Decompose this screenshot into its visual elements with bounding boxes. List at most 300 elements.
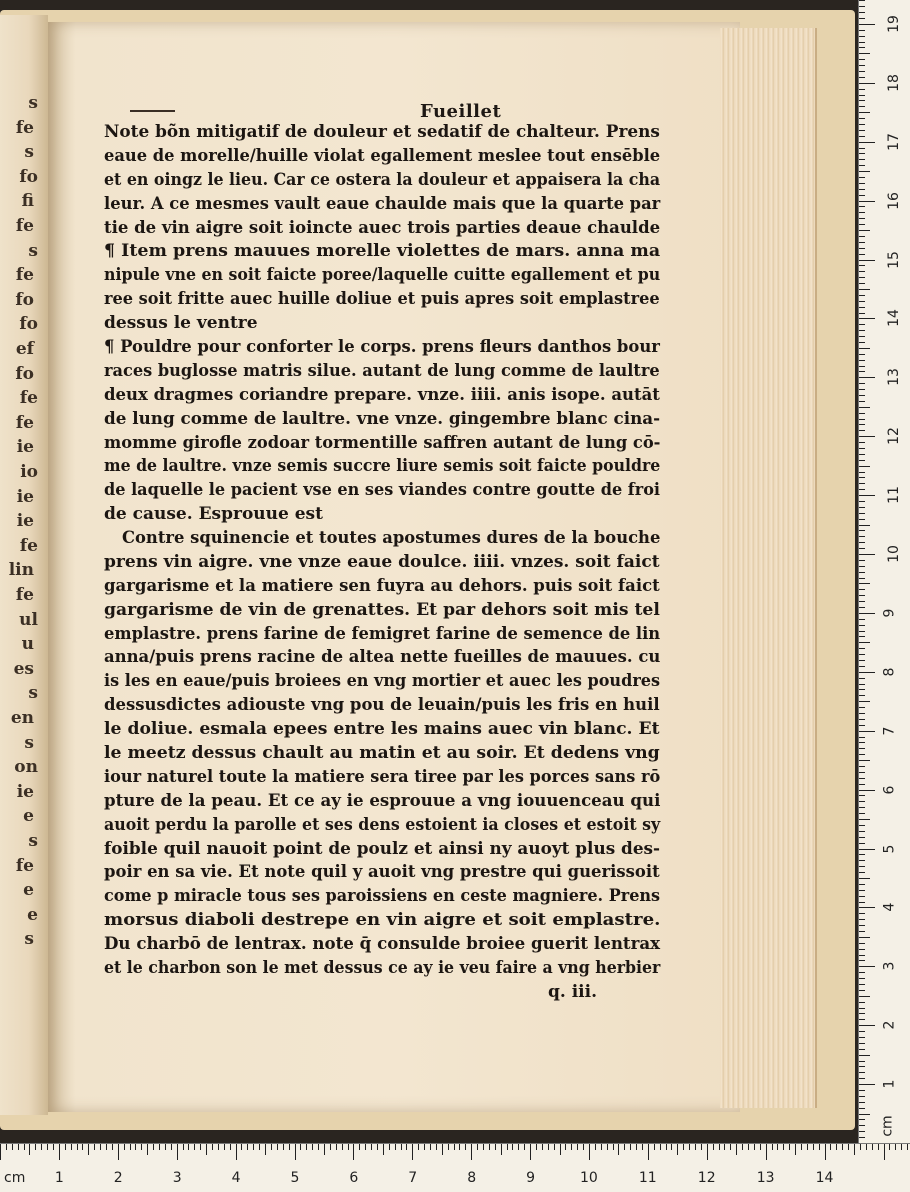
ruler-tick [859, 377, 875, 378]
ruler-tick [671, 1144, 672, 1150]
horizontal-ruler-label: 13 [756, 1170, 775, 1186]
text-line: de laquelle le pacient vse en ses viandes contre goutte de froi [104, 480, 661, 501]
ruler-tick [224, 1144, 225, 1150]
ruler-tick [859, 159, 865, 160]
ruler-tick [859, 142, 875, 143]
ruler-tick [859, 47, 865, 48]
ruler-tick [859, 354, 865, 355]
ruler-tick [65, 1144, 66, 1150]
ruler-tick [295, 1144, 296, 1160]
ruler-tick [859, 1043, 865, 1044]
left-page-fragment: e [27, 904, 38, 925]
text-line: foible quil nauoit point de poulz et ainsi ny auoyt plus des- [104, 838, 661, 859]
vertical-ruler-unit: cm [879, 1115, 896, 1137]
ruler-tick [59, 1144, 60, 1160]
left-page-fragment: s [28, 93, 38, 113]
ruler-tick [859, 554, 875, 555]
ruler-tick [807, 1144, 808, 1150]
text-line: pture de la peau. Et ce ay ie esprouue a vng iouuenceau qui [104, 790, 661, 811]
ruler-tick [512, 1144, 513, 1150]
ruler-tick [859, 118, 865, 119]
text-line: gargarisme de vin de grenattes. Et par dehors soit mis tel [104, 599, 660, 620]
ruler-tick [171, 1144, 172, 1150]
left-page-fragment: fi [21, 191, 34, 212]
ruler-tick [859, 0, 865, 1]
ruler-tick [889, 1144, 890, 1150]
left-page-fragment: ie [16, 486, 34, 507]
ruler-tick [859, 395, 865, 396]
ruler-tick [147, 1144, 148, 1155]
ruler-tick [783, 1144, 784, 1150]
ruler-tick [630, 1144, 631, 1150]
left-page [0, 15, 48, 1115]
ruler-tick [859, 1002, 865, 1003]
ruler-tick [577, 1144, 578, 1150]
left-page-fragment: fe [19, 388, 38, 409]
ruler-tick [660, 1144, 661, 1150]
vertical-ruler-label: 8 [881, 667, 898, 677]
ruler-tick [359, 1144, 360, 1150]
ruler-tick [859, 1025, 875, 1026]
ruler-tick [560, 1144, 561, 1155]
ruler-tick [424, 1144, 425, 1150]
left-page-fragment: ie [16, 437, 34, 458]
ruler-tick [241, 1144, 242, 1150]
running-head: Fueillet [420, 101, 502, 122]
ruler-tick [859, 477, 865, 478]
text-line: ¶ Item prens mauues morelle violettes de mars. anna ma [104, 241, 661, 262]
ruler-tick [907, 1144, 908, 1150]
left-page-fragment: fo [15, 289, 34, 310]
ruler-tick [336, 1144, 337, 1150]
ruler-tick [300, 1144, 301, 1150]
ruler-tick [859, 907, 875, 908]
ruler-tick [859, 507, 865, 508]
ruler-tick [859, 896, 865, 897]
ruler-tick [471, 1144, 472, 1160]
ruler-tick [859, 318, 875, 319]
ruler-tick [859, 678, 865, 679]
ruler-tick [859, 401, 865, 402]
ruler-tick [859, 525, 870, 526]
text-line: nipule vne en soit faicte poree/laquelle cuitte egallement et pu [104, 265, 661, 286]
text-line: anna/puis prens racine de altea nette fueilles de mauues. cu [104, 647, 661, 668]
ruler-tick [859, 601, 865, 602]
ruler-tick [859, 195, 865, 196]
ruler-tick [859, 642, 870, 643]
ruler-tick [859, 778, 865, 779]
ruler-tick [318, 1144, 319, 1150]
ruler-tick [859, 495, 875, 496]
left-page-fragment: s [24, 732, 34, 753]
ruler-tick [748, 1144, 749, 1150]
ruler-tick [277, 1144, 278, 1150]
ruler-tick [371, 1144, 372, 1150]
ruler-tick [736, 1144, 737, 1155]
ruler-tick [389, 1144, 390, 1150]
ruler-tick [548, 1144, 549, 1150]
ruler-tick [859, 148, 865, 149]
ruler-tick [859, 106, 865, 107]
horizontal-ruler-label: 3 [172, 1170, 182, 1186]
text-line: come p miracle tous ses paroissiens en ceste magniere. Prens [104, 886, 661, 907]
ruler-tick [859, 931, 865, 932]
text-line: et le charbon son le met dessus ce ay ie veu faire a vng herbier [104, 958, 661, 978]
left-page-fragment: lin [8, 560, 34, 581]
ruler-tick [859, 1096, 865, 1097]
ruler-tick [542, 1144, 543, 1150]
text-line: Du charbō de lentrax. note q̄ consulde broiee guerit lentrax [104, 934, 661, 955]
ruler-tick [859, 754, 865, 755]
page-edges [720, 28, 817, 1108]
ruler-tick [859, 925, 865, 926]
vertical-ruler-label: 3 [881, 961, 898, 971]
vertical-ruler-label: 5 [881, 844, 898, 853]
ruler-tick [859, 283, 865, 284]
ruler-tick [859, 636, 865, 637]
ruler-tick [859, 460, 865, 461]
text-line: ree soit fritte auec huille doliue et puis apres soit emplastree [104, 289, 660, 310]
ruler-tick [618, 1144, 619, 1155]
vertical-ruler-label: 9 [881, 608, 898, 618]
vertical-ruler-label: 6 [881, 785, 898, 795]
ruler-tick [859, 248, 865, 249]
ruler-tick [859, 583, 870, 584]
ruler-tick [859, 430, 865, 431]
ruler-tick [859, 89, 865, 90]
ruler-tick [859, 271, 865, 272]
horizontal-ruler-label: 6 [349, 1170, 359, 1186]
ruler-tick [859, 742, 865, 743]
ruler-tick [395, 1144, 396, 1150]
ruler-tick [859, 424, 865, 425]
ruler-tick [230, 1144, 231, 1150]
ruler-tick [859, 30, 865, 31]
ruler-tick [859, 689, 865, 690]
ruler-tick [571, 1144, 572, 1150]
ruler-tick [713, 1144, 714, 1150]
ruler-tick [859, 542, 865, 543]
ruler-tick [306, 1144, 307, 1150]
ruler-tick [859, 996, 870, 997]
ruler-tick [0, 1144, 1, 1160]
ruler-tick [283, 1144, 284, 1150]
ruler-tick [819, 1144, 820, 1150]
ruler-tick [859, 206, 865, 207]
ruler-tick [859, 448, 865, 449]
ruler-tick [859, 489, 865, 490]
ruler-tick [859, 666, 865, 667]
ruler-tick [859, 1019, 865, 1020]
text-line: Contre squinencie et toutes apostumes dures de la bouche [122, 528, 661, 549]
ruler-tick [589, 1144, 590, 1160]
ruler-tick [766, 1144, 767, 1160]
ruler-tick [859, 913, 865, 914]
ruler-tick [859, 360, 865, 361]
left-page-fragment: fe [15, 117, 34, 138]
ruler-tick [859, 165, 865, 166]
text-line: leur. A ce mesmes vault eaue chaulde mais que la quarte par [104, 193, 661, 214]
left-page-fragment: s [24, 142, 34, 163]
ruler-tick [324, 1144, 325, 1155]
ruler-tick [859, 737, 865, 738]
ruler-tick [866, 1144, 867, 1150]
ruler-tick [666, 1144, 667, 1150]
ruler-tick [859, 837, 865, 838]
ruler-tick [859, 813, 865, 814]
ruler-tick [701, 1144, 702, 1150]
ruler-tick [565, 1144, 566, 1150]
ruler-tick [859, 342, 865, 343]
ruler-tick [859, 189, 865, 190]
ruler-tick [859, 766, 865, 767]
text-line: le meetz dessus chault au matin et au soir. Et dedens vng [104, 743, 660, 764]
ruler-tick [859, 660, 865, 661]
text-line: ¶ Pouldre pour conforter le corps. prens fleurs danthos bour [104, 336, 660, 357]
ruler-tick [859, 1102, 865, 1103]
ruler-tick [595, 1144, 596, 1150]
ruler-tick [859, 872, 865, 873]
ruler-tick [312, 1144, 313, 1150]
vertical-ruler-label: 13 [885, 368, 902, 387]
ruler-tick [342, 1144, 343, 1150]
ruler-tick [613, 1144, 614, 1150]
ruler-tick [554, 1144, 555, 1150]
ruler-tick [859, 937, 870, 938]
ruler-tick [859, 100, 865, 101]
ruler-tick [418, 1144, 419, 1150]
ruler-tick [177, 1144, 178, 1160]
ruler-tick [777, 1144, 778, 1150]
ruler-tick [88, 1144, 89, 1155]
ruler-tick [859, 795, 865, 796]
ruler-tick [789, 1144, 790, 1150]
ruler-tick [689, 1144, 690, 1150]
left-page-fragment: fo [19, 314, 38, 335]
ruler-tick [194, 1144, 195, 1150]
ruler-tick [859, 878, 870, 879]
ruler-tick [859, 212, 865, 213]
horizontal-ruler-label: 1 [54, 1170, 64, 1186]
ruler-tick [265, 1144, 266, 1155]
ruler-tick [530, 1144, 531, 1160]
ruler-tick [253, 1144, 254, 1150]
ruler-tick [859, 984, 865, 985]
left-page-fragment: fo [19, 166, 38, 187]
ruler-tick [483, 1144, 484, 1150]
text-line: de cause. Esprouue est [104, 504, 323, 525]
text-line: prens vin aigre. vne vnze eaue doulce. iiii. vnzes. soit faict [104, 551, 660, 572]
ruler-tick [859, 1114, 870, 1115]
left-page-fragment: on [14, 757, 38, 778]
ruler-tick [859, 177, 865, 178]
ruler-tick [859, 371, 865, 372]
vertical-ruler-label: 16 [885, 191, 902, 210]
text-line: dessusdictes adiouste vng pou de leuain/puis les fris en huil [104, 695, 660, 716]
ruler-tick [859, 1119, 865, 1120]
ruler-tick [465, 1144, 466, 1150]
ruler-tick [895, 1144, 896, 1150]
ruler-tick [859, 607, 865, 608]
ruler-tick [859, 413, 865, 414]
ruler-tick [859, 277, 865, 278]
ruler-tick [859, 59, 865, 60]
ruler-tick [859, 955, 865, 956]
ruler-tick [859, 53, 870, 54]
ruler-tick [330, 1144, 331, 1150]
ruler-tick [859, 790, 875, 791]
ruler-tick [859, 595, 865, 596]
ruler-tick [730, 1144, 731, 1150]
ruler-tick [859, 183, 865, 184]
vertical-ruler-label: 14 [885, 309, 902, 328]
ruler-tick [47, 1144, 48, 1150]
ruler-tick [82, 1144, 83, 1150]
ruler-tick [859, 866, 865, 867]
horizontal-ruler-label: 9 [526, 1170, 536, 1186]
ruler-tick [642, 1144, 643, 1150]
ruler-tick [654, 1144, 655, 1150]
ruler-tick [859, 1061, 865, 1062]
ruler-tick [859, 560, 865, 561]
ruler-tick [6, 1144, 7, 1150]
ruler-tick [859, 801, 865, 802]
ruler-tick [348, 1144, 349, 1150]
ruler-tick [18, 1144, 19, 1150]
ruler-tick [859, 295, 865, 296]
ruler-tick [35, 1144, 36, 1150]
ruler-tick [165, 1144, 166, 1150]
ruler-tick [842, 1144, 843, 1150]
ruler-tick [754, 1144, 755, 1150]
left-page-fragment: fe [15, 216, 34, 236]
ruler-tick [489, 1144, 490, 1150]
text-line: iour naturel toute la matiere sera tiree par les porces sans rō [104, 766, 661, 787]
left-page-fragment: ie [16, 511, 34, 532]
left-page-fragment: fe [15, 855, 34, 876]
ruler-tick [430, 1144, 431, 1150]
ruler-tick [859, 695, 865, 696]
ruler-tick [206, 1144, 207, 1155]
ruler-tick [859, 383, 865, 384]
ruler-tick [859, 819, 870, 820]
vertical-ruler-label: 19 [885, 14, 902, 33]
left-page-fragment: ul [19, 609, 38, 630]
horizontal-ruler-label: 12 [697, 1170, 716, 1186]
ruler-tick [112, 1144, 113, 1150]
ruler-tick [772, 1144, 773, 1150]
ruler-tick [859, 407, 870, 408]
ruler-tick [859, 707, 865, 708]
ruler-tick [859, 454, 865, 455]
ruler-tick [848, 1144, 849, 1150]
ruler-tick [859, 112, 870, 113]
ruler-tick [859, 313, 865, 314]
text-line: et en oingz le lieu. Car ce ostera la douleur et appaisera la cha [104, 169, 661, 190]
left-page-fragment: fe [15, 412, 34, 433]
ruler-tick [106, 1144, 107, 1150]
ruler-tick [212, 1144, 213, 1150]
ruler-tick [859, 171, 870, 172]
ruler-tick [859, 442, 865, 443]
ruler-tick [859, 572, 865, 573]
ruler-tick [677, 1144, 678, 1155]
horizontal-ruler-unit: cm [4, 1170, 26, 1186]
ruler-tick [501, 1144, 502, 1155]
ruler-tick [859, 324, 865, 325]
horizontal-ruler-label: 11 [638, 1170, 657, 1186]
ruler-tick [859, 890, 865, 891]
ruler-tick [859, 1090, 865, 1091]
ruler-tick [859, 71, 865, 72]
signature-mark: q. iii. [548, 982, 598, 1002]
ruler-tick [901, 1144, 902, 1150]
ruler-tick [830, 1144, 831, 1150]
ruler-tick [825, 1144, 826, 1160]
ruler-tick [878, 1144, 879, 1150]
text-line: gargarisme et la matiere sen fuyra au dehors. puis soit faict [104, 575, 660, 596]
ruler-tick [859, 966, 875, 967]
ruler-tick [859, 731, 875, 732]
ruler-tick [648, 1144, 649, 1160]
horizontal-ruler-label: 4 [231, 1170, 241, 1186]
ruler-tick [401, 1144, 402, 1150]
ruler-tick [859, 1137, 865, 1138]
ruler-tick [836, 1144, 837, 1150]
ruler-tick [859, 230, 870, 231]
ruler-tick [859, 389, 865, 390]
horizontal-ruler [0, 1143, 910, 1192]
vertical-ruler [858, 0, 910, 1143]
ruler-tick [859, 960, 865, 961]
vertical-ruler-label: 17 [885, 132, 902, 151]
ruler-tick [77, 1144, 78, 1150]
left-page-fragment: fe [15, 265, 34, 286]
ruler-tick [859, 978, 865, 979]
ruler-tick [454, 1144, 455, 1150]
vertical-ruler-label: 10 [885, 545, 902, 563]
text-line: is les en eaue/puis broiees en vng mortier et auec les poudres [104, 671, 661, 692]
left-page-fragment: u [21, 634, 34, 655]
ruler-tick [859, 501, 865, 502]
ruler-tick [859, 242, 865, 243]
ruler-tick [859, 513, 865, 514]
ruler-tick [289, 1144, 290, 1150]
ruler-tick [872, 1144, 873, 1150]
horizontal-ruler-label: 14 [815, 1170, 834, 1186]
ruler-tick [859, 472, 865, 473]
ruler-tick [695, 1144, 696, 1150]
ruler-tick [724, 1144, 725, 1150]
ruler-tick [859, 854, 865, 855]
ruler-tick [859, 336, 865, 337]
ruler-tick [859, 466, 870, 467]
ruler-tick [377, 1144, 378, 1150]
ruler-tick [859, 1031, 865, 1032]
ruler-tick [271, 1144, 272, 1150]
text-line: Note bõn mitigatif de douleur et sedatif de chalteur. Prens [104, 122, 660, 142]
left-page-fragment: en [10, 708, 34, 728]
ruler-tick [884, 1144, 885, 1160]
ruler-tick [859, 902, 865, 903]
text-line: tie de vin aigre soit ioincte auec trois parties deaue chaulde [104, 217, 661, 238]
ruler-tick [188, 1144, 189, 1150]
ruler-tick [236, 1144, 237, 1160]
ruler-tick [859, 95, 865, 96]
ruler-tick [859, 1066, 865, 1067]
ruler-tick [854, 1144, 855, 1155]
text-line: eaue de morelle/huille violat egallement meslee tout ensēble [104, 145, 661, 166]
